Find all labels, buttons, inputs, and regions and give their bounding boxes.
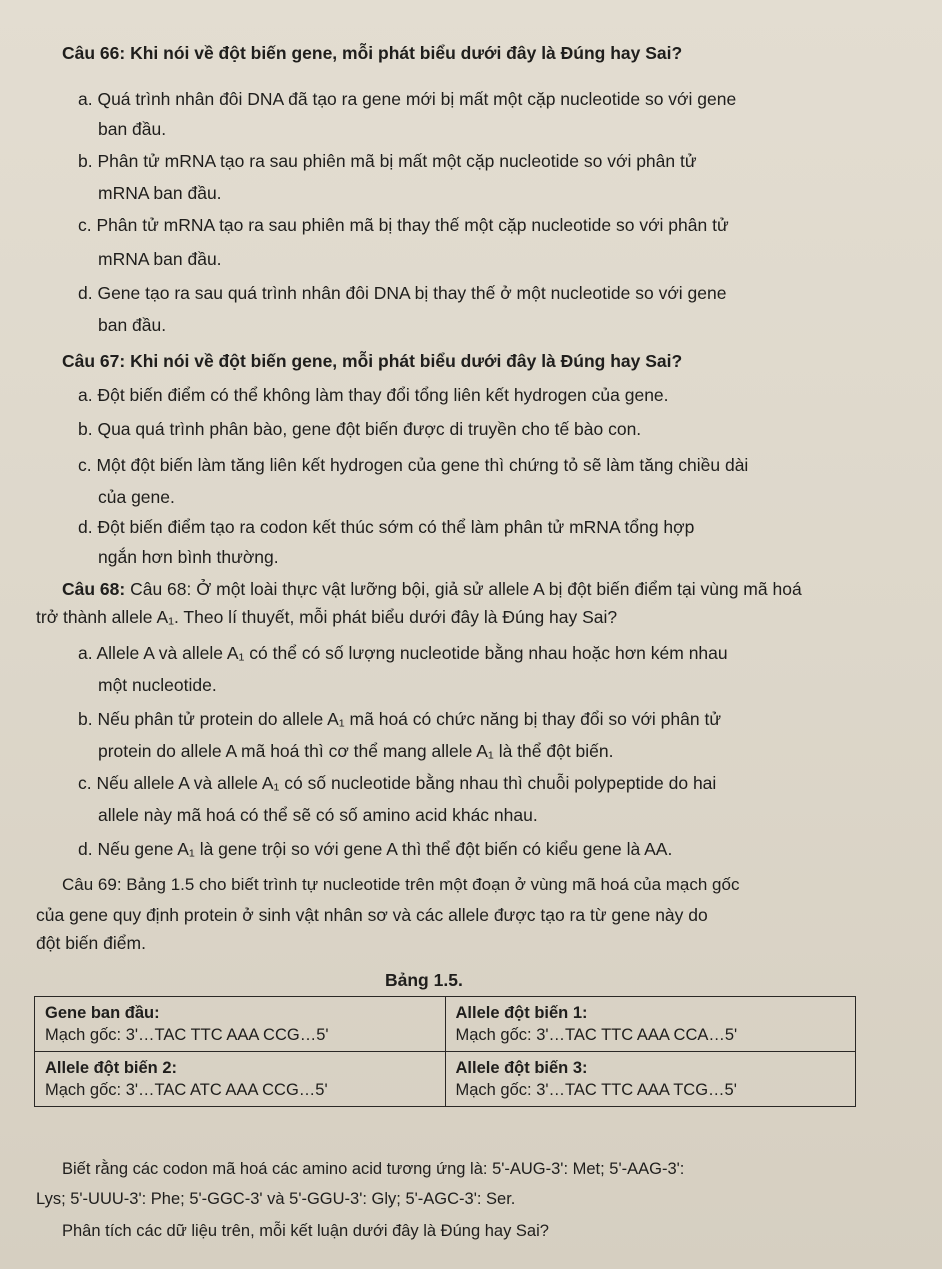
- question-69-stem: Câu 69: Bảng 1.5 cho biết trình tự nucleotide trên một đoạn ở vùng mã hoá của mạch gốc: [62, 875, 740, 894]
- q67-option-c-cont: của gene.: [98, 487, 175, 507]
- cell-title: Allele đột biến 1:: [455, 1004, 588, 1022]
- table-cell-allele-1: [445, 997, 856, 1052]
- q66-option-b-cont: mRNA ban đầu.: [98, 183, 222, 203]
- q68-option-c-cont: allele này mã hoá có thể sẽ có số amino acid khác nhau.: [98, 805, 538, 825]
- question-67-stem: Câu 67: Khi nói về đột biến gene, mỗi phát biểu dưới đây là Đúng hay Sai?: [62, 351, 683, 371]
- q66-option-c-cont: mRNA ban đầu.: [98, 249, 222, 269]
- q69-stem-cont2: đột biến điểm.: [36, 933, 146, 953]
- table-cell-allele-2: [35, 1052, 446, 1107]
- cell-sequence: Mạch gốc: 3'…TAC TTC AAA CCA…5': [455, 1026, 738, 1044]
- codon-note-cont: Lys; 5'-UUU-3': Phe; 5'-GGC-3' và 5'-GGU-3': Gly; 5'-AGC-3': Ser.: [36, 1190, 516, 1208]
- codon-note: Biết rằng các codon mã hoá các amino acid tương ứng là: 5'-AUG-3': Met; 5'-AAG-3':: [62, 1160, 685, 1178]
- q68-option-a: a. Allele A và allele A₁ có thể có số lượng nucleotide bằng nhau hoặc hơn kém nhau: [78, 643, 728, 663]
- q69-stem-cont: của gene quy định protein ở sinh vật nhân sơ và các allele được tạo ra từ gene này do: [36, 905, 708, 925]
- table-cell-original-gene: [35, 997, 446, 1052]
- table-row: [35, 1052, 856, 1107]
- q67-option-a: a. Đột biến điểm có thể không làm thay đổi tổng liên kết hydrogen của gene.: [78, 385, 669, 405]
- q68-option-b-cont: protein do allele A mã hoá thì cơ thể mang allele A₁ là thể đột biến.: [98, 741, 614, 761]
- q66-option-d: d. Gene tạo ra sau quá trình nhân đôi DNA bị thay thế ở một nucleotide so với gene: [78, 283, 727, 303]
- question-66-stem: Câu 66: Khi nói về đột biến gene, mỗi phát biểu dưới đây là Đúng hay Sai?: [62, 43, 683, 63]
- q67-option-d-cont: ngắn hơn bình thường.: [98, 547, 279, 567]
- q68-stem-cont: trở thành allele A₁. Theo lí thuyết, mỗi phát biểu dưới đây là Đúng hay Sai?: [36, 607, 618, 627]
- q67-option-b: b. Qua quá trình phân bào, gene đột biến được di truyền cho tế bào con.: [78, 419, 642, 439]
- q68-stem-text: Câu 68: Ở một loài thực vật lưỡng bội, giả sử allele A bị đột biến điểm tại vùng mã hoá: [130, 579, 802, 599]
- table-row: [35, 997, 856, 1052]
- q68-option-c: c. Nếu allele A và allele A₁ có số nucleotide bằng nhau thì chuỗi polypeptide do hai: [78, 773, 717, 793]
- cell-sequence: Mạch gốc: 3'…TAC ATC AAA CCG…5': [45, 1081, 328, 1099]
- cell-title: Allele đột biến 3:: [455, 1059, 588, 1077]
- sequence-table: [34, 996, 856, 1107]
- q66-option-b: b. Phân tử mRNA tạo ra sau phiên mã bị mất một cặp nucleotide so với phân tử: [78, 151, 697, 171]
- analysis-prompt: Phân tích các dữ liệu trên, mỗi kết luận dưới đây là Đúng hay Sai?: [62, 1222, 549, 1240]
- table-caption: Bảng 1.5.: [385, 970, 463, 990]
- q68-option-d: d. Nếu gene A₁ là gene trội so với gene A thì thể đột biến có kiểu gene là AA.: [78, 839, 673, 859]
- q66-option-c: c. Phân tử mRNA tạo ra sau phiên mã bị thay thế một cặp nucleotide so với phân tử: [78, 215, 729, 235]
- q68-option-a-cont: một nucleotide.: [98, 675, 217, 695]
- q67-option-d: d. Đột biến điểm tạo ra codon kết thúc sớm có thể làm phân tử mRNA tổng hợp: [78, 517, 695, 537]
- question-68-stem: Câu 68: Câu 68: Ở một loài thực vật lưỡng bội, giả sử allele A bị đột biến điểm tại vùng mã hoá: [62, 579, 802, 599]
- q68-option-b: b. Nếu phân tử protein do allele A₁ mã hoá có chức năng bị thay đổi so với phân tử: [78, 709, 722, 729]
- q66-option-a: a. Quá trình nhân đôi DNA đã tạo ra gene mới bị mất một cặp nucleotide so với gene: [78, 89, 737, 109]
- cell-sequence: Mạch gốc: 3'…TAC TTC AAA CCG…5': [45, 1026, 329, 1044]
- cell-sequence: Mạch gốc: 3'…TAC TTC AAA TCG…5': [455, 1081, 737, 1099]
- q66-option-d-cont: ban đầu.: [98, 315, 167, 335]
- cell-title: Allele đột biến 2:: [45, 1059, 178, 1077]
- q67-option-c: c. Một đột biến làm tăng liên kết hydrogen của gene thì chứng tỏ sẽ làm tăng chiều dài: [78, 455, 749, 475]
- table-cell-allele-3: [445, 1052, 856, 1107]
- cell-title: Gene ban đầu:: [45, 1004, 160, 1022]
- q66-option-a-cont: ban đầu.: [98, 119, 167, 139]
